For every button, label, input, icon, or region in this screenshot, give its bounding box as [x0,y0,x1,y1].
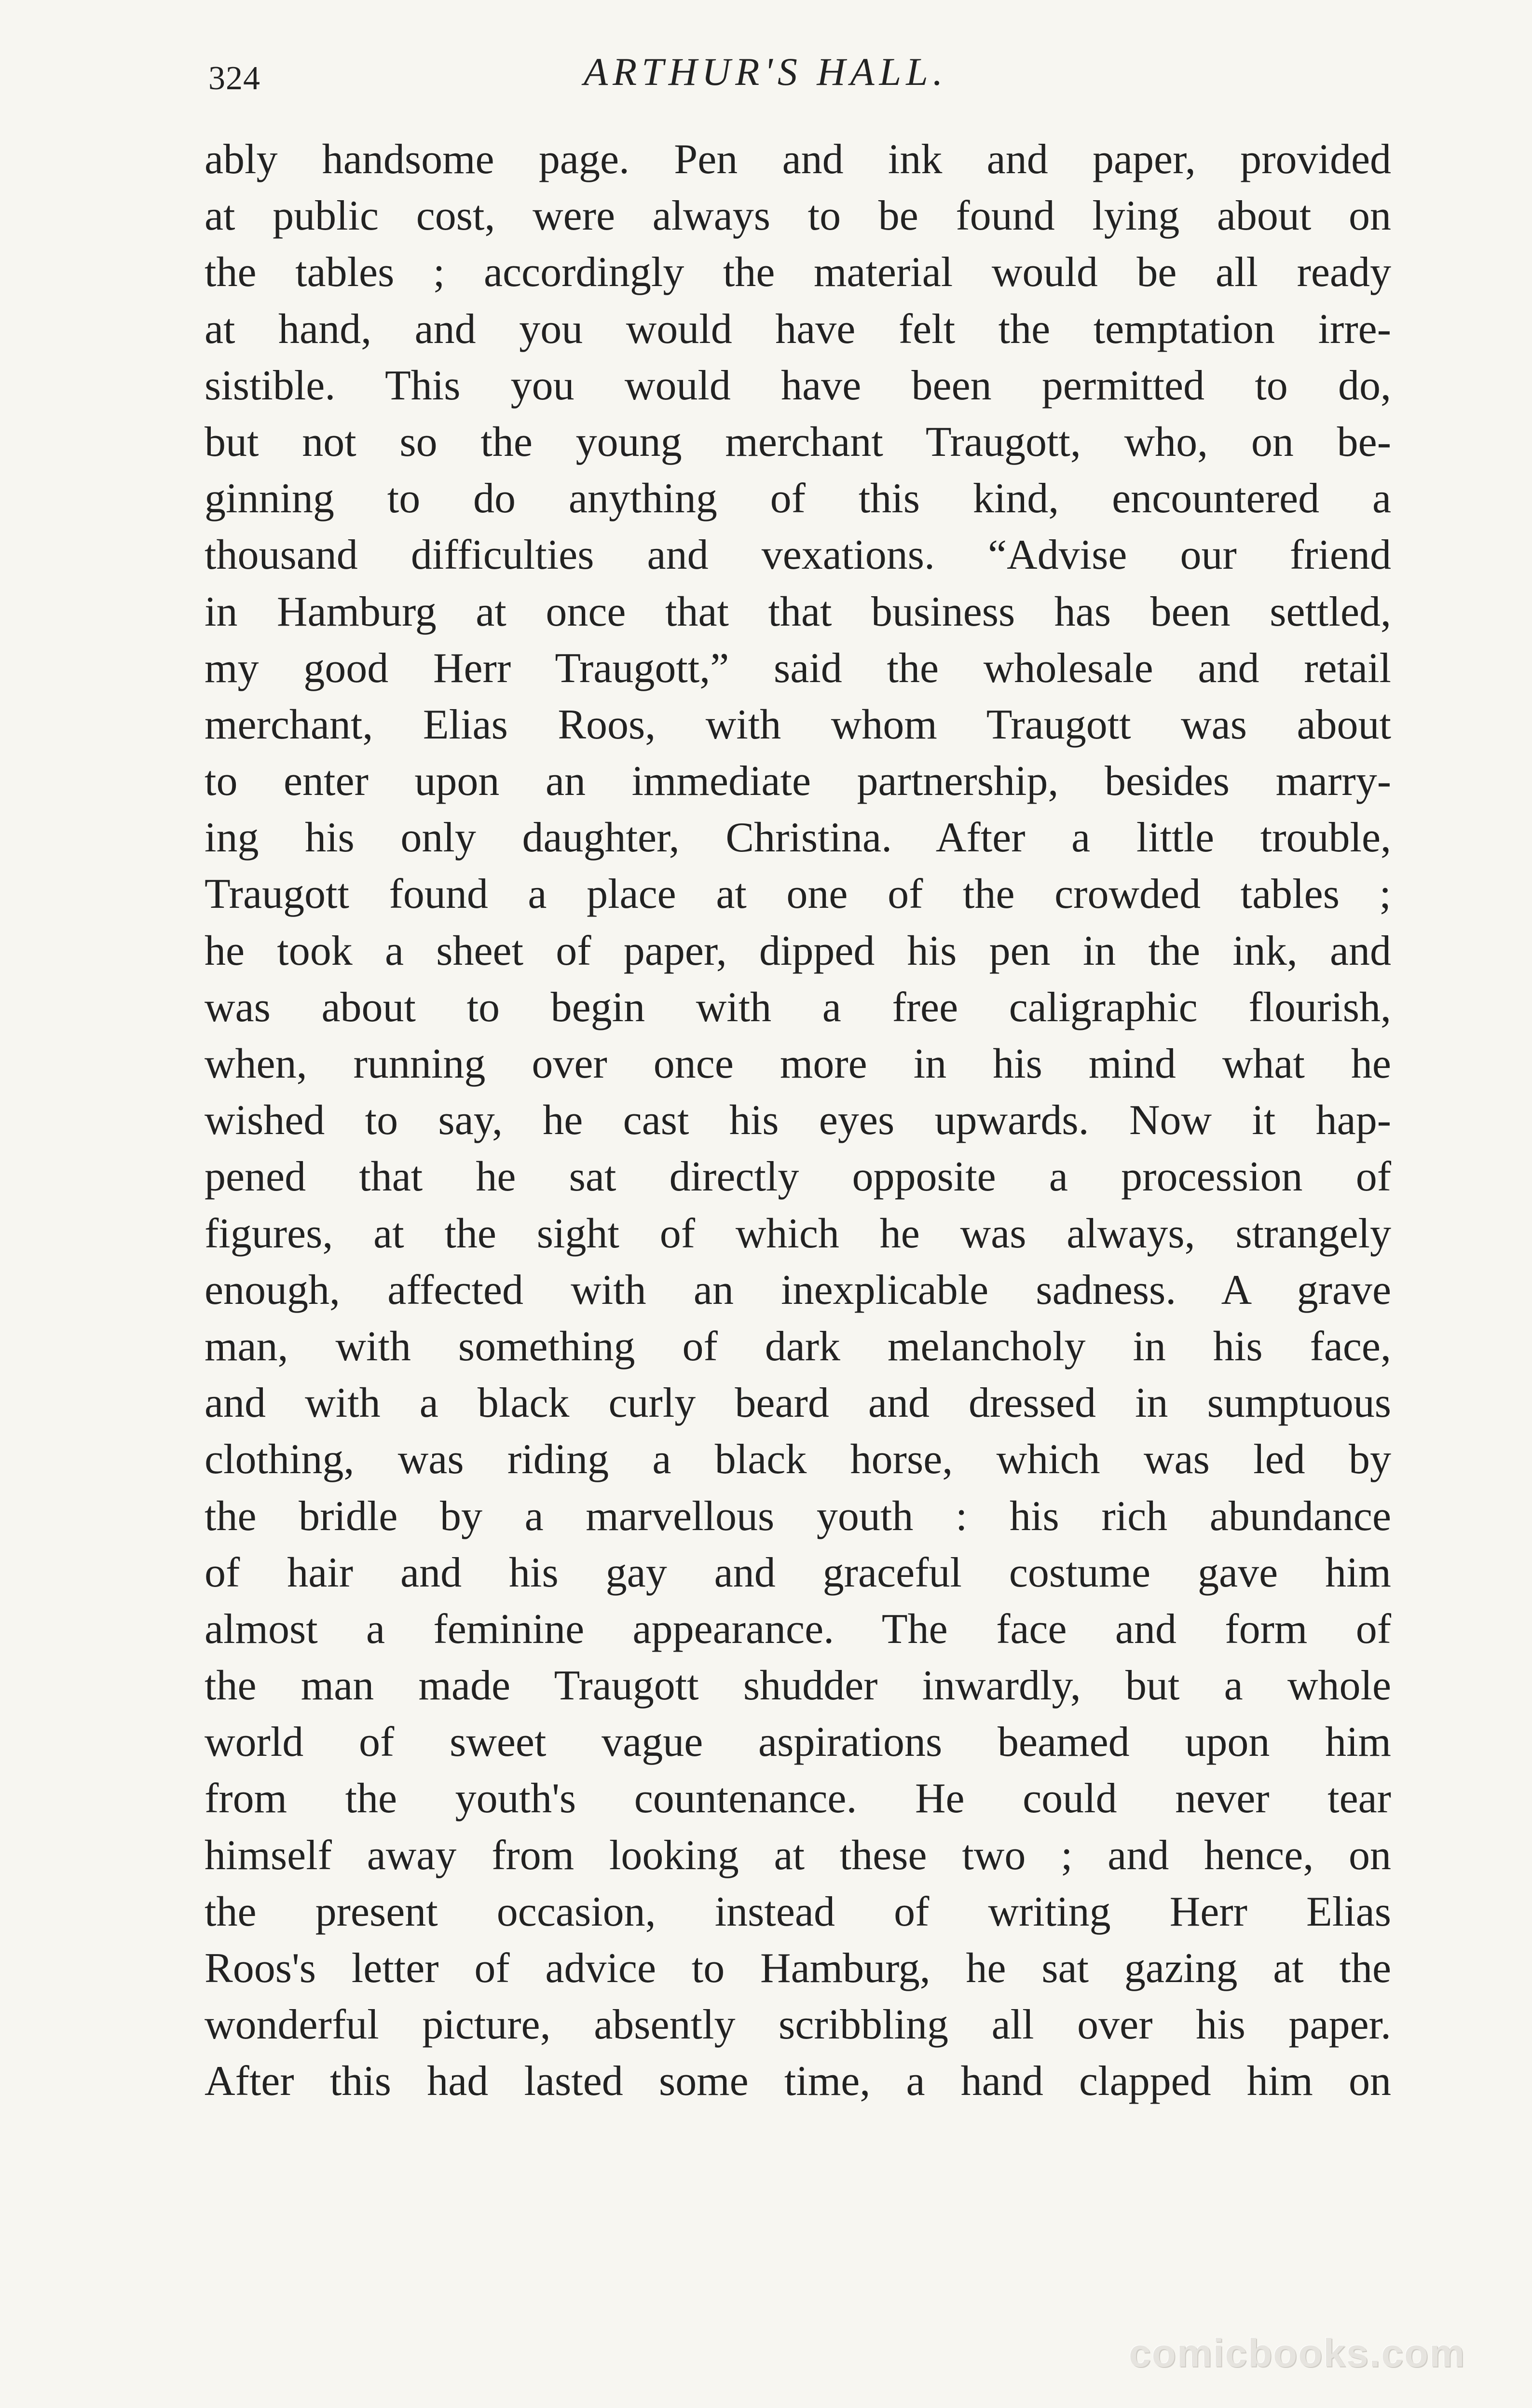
text-line: ing his only daughter, Christina. After a little trouble, [205,814,1391,862]
text-line: to enter upon an immediate partnership, besides marry- [205,758,1391,805]
text-line: at public cost, were always to be found lying about on [205,192,1391,240]
text-line: almost a feminine appearance. The face and form of [205,1605,1391,1653]
text-line: ginning to do anything of this kind, encountered a [205,475,1391,522]
body-text [205,131,1391,2110]
text-line: when, running over once more in his mind what he [205,1040,1391,1087]
text-line: wished to say, he cast his eyes upwards. Now it hap- [205,1097,1391,1144]
text-line: man, with something of dark melancholy in his face, [205,1323,1391,1370]
text-line: clothing, was riding a black horse, which was led by [205,1436,1391,1483]
text-line: in Hamburg at once that that business has been settled, [205,588,1391,635]
text-line: the man made Traugott shudder inwardly, but a whole [205,1662,1391,1710]
text-line: figures, at the sight of which he was always, strangely [205,1210,1391,1257]
text-line: the bridle by a marvellous youth : his rich abundance [205,1492,1391,1540]
text-line: himself away from looking at these two ; and hence, on [205,1832,1391,1879]
text-line: Traugott found a place at one of the crowded tables ; [205,871,1391,918]
watermark: comicbooks.com [1129,2331,1465,2375]
text-line: was about to begin with a free caligraphic flourish, [205,984,1391,1031]
text-line: but not so the young merchant Traugott, who, on be- [205,418,1391,465]
text-line: wonderful picture, absently scribbling all over his paper. [205,2001,1391,2049]
page-number: 324 [208,60,260,97]
text-line: Roos's letter of advice to Hamburg, he sat gazing at the [205,1945,1391,1992]
text-line: ably handsome page. Pen and ink and paper, provided [205,136,1391,183]
text-line: enough, affected with an inexplicable sadness. A grave [205,1266,1391,1313]
text-line: and with a black curly beard and dressed in sumptuous [205,1380,1391,1427]
text-line: pened that he sat directly opposite a procession of [205,1153,1391,1201]
text-line: of hair and his gay and graceful costume gave him [205,1549,1391,1596]
text-line: at hand, and you would have felt the temptation irre- [205,305,1391,353]
text-line: After this had lasted some time, a hand clapped him on [205,2058,1391,2105]
text-line: thousand difficulties and vexations. “Advise our friend [205,532,1391,579]
text-line: from the youth's countenance. He could never tear [205,1775,1391,1822]
text-line: world of sweet vague aspirations beamed upon him [205,1719,1391,1766]
text-line: sistible. This you would have been permitted to do, [205,362,1391,409]
text-line: the present occasion, instead of writing Herr Elias [205,1888,1391,1935]
text-line: my good Herr Traugott,” said the wholesale and retail [205,644,1391,692]
running-head: ARTHUR'S HALL. [584,50,948,94]
text-line: he took a sheet of paper, dipped his pen in the ink, and [205,927,1391,974]
text-line: the tables ; accordingly the material would be all ready [205,249,1391,296]
text-line: merchant, Elias Roos, with whom Traugott was about [205,701,1391,748]
